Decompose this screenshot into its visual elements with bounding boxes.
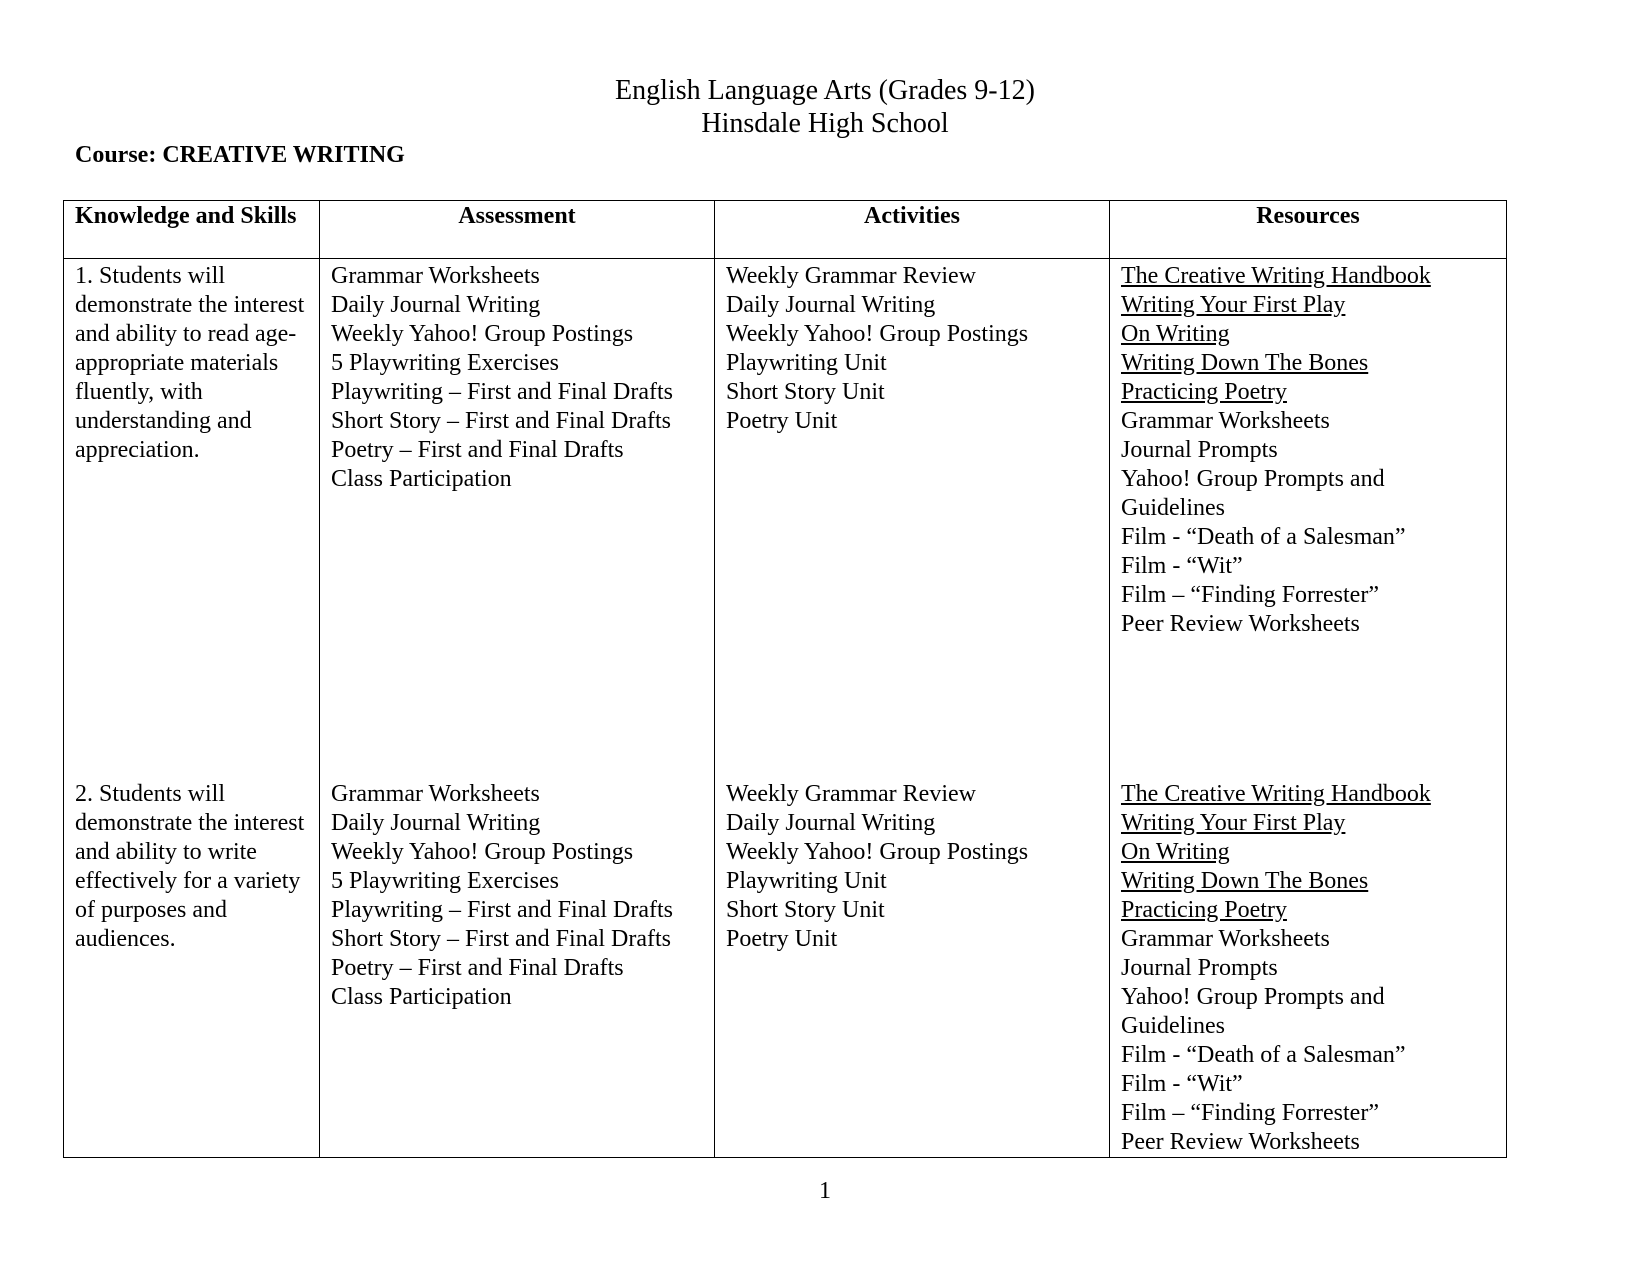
list-item: Grammar Worksheets: [1121, 408, 1330, 434]
list-item: Daily Journal Writing: [726, 810, 936, 836]
list-item: Film - “Death of a Salesman”: [1121, 1042, 1406, 1068]
list-item: Guidelines: [1121, 1013, 1225, 1039]
list-item: 5 Playwriting Exercises: [331, 868, 559, 894]
list-item: Weekly Yahoo! Group Postings: [726, 321, 1029, 347]
skill-text: 1. Students will demonstrate the interest and ability to read age-appropriate materials fluently, with understanding and appreciation.: [75, 263, 305, 463]
list-item: Short Story – First and Final Drafts: [331, 926, 671, 952]
list-item: Poetry Unit: [726, 408, 838, 434]
resources-cell: [1110, 259, 1507, 781]
list-item: Weekly Yahoo! Group Postings: [726, 839, 1029, 865]
skill-cell: [64, 259, 320, 781]
list-item: Playwriting – First and Final Drafts: [331, 897, 673, 923]
list-item: Grammar Worksheets: [331, 781, 540, 807]
book-title: Writing Your First Play: [1121, 810, 1346, 836]
list-item: Class Participation: [331, 984, 512, 1010]
book-title: Writing Down The Bones: [1121, 350, 1369, 376]
resources-cell: [1110, 780, 1507, 1158]
book-title: Practicing Poetry: [1121, 897, 1287, 923]
subject-title: English Language Arts (Grades 9-12): [615, 75, 1035, 106]
skill-cell: [64, 780, 320, 1158]
list-item: Peer Review Worksheets: [1121, 611, 1360, 637]
list-item: 5 Playwriting Exercises: [331, 350, 559, 376]
list-item: Film - “Wit”: [1121, 553, 1243, 579]
book-title: The Creative Writing Handbook: [1121, 263, 1431, 289]
list-item: Weekly Yahoo! Group Postings: [331, 839, 634, 865]
assessment-cell: [320, 259, 715, 781]
list-item: Film – “Finding Forrester”: [1121, 582, 1379, 608]
list-item: Poetry Unit: [726, 926, 838, 952]
list-item: Grammar Worksheets: [331, 263, 540, 289]
list-item: Class Participation: [331, 466, 512, 492]
book-title: The Creative Writing Handbook: [1121, 781, 1431, 807]
assessment-cell: [320, 780, 715, 1158]
list-item: Journal Prompts: [1121, 437, 1278, 463]
activities-cell: [715, 780, 1110, 1158]
list-item: Peer Review Worksheets: [1121, 1129, 1360, 1155]
list-item: Film - “Death of a Salesman”: [1121, 524, 1406, 550]
column-header-knowledge: Knowledge and Skills: [64, 201, 320, 259]
column-header-assessment: Assessment: [320, 201, 715, 259]
book-title: On Writing: [1121, 321, 1230, 347]
list-item: Film – “Finding Forrester”: [1121, 1100, 1379, 1126]
list-item: Yahoo! Group Prompts and: [1121, 984, 1385, 1010]
list-item: Film - “Wit”: [1121, 1071, 1243, 1097]
column-header-resources: Resources: [1110, 201, 1507, 259]
list-item: Short Story Unit: [726, 379, 885, 405]
list-item: Guidelines: [1121, 495, 1225, 521]
list-item: Playwriting Unit: [726, 350, 887, 376]
page-number: 1: [819, 1178, 831, 1204]
list-item: Grammar Worksheets: [1121, 926, 1330, 952]
list-item: Poetry – First and Final Drafts: [331, 437, 624, 463]
list-item: Yahoo! Group Prompts and: [1121, 466, 1385, 492]
table-row: [64, 780, 1507, 1158]
list-item: Poetry – First and Final Drafts: [331, 955, 624, 981]
course-title: Course: CREATIVE WRITING: [75, 142, 405, 168]
book-title: Practicing Poetry: [1121, 379, 1287, 405]
skill-text: 2. Students will demonstrate the interest and ability to write effectively for a variety of purposes and audiences.: [75, 781, 305, 952]
list-item: Weekly Yahoo! Group Postings: [331, 321, 634, 347]
list-item: Daily Journal Writing: [331, 810, 541, 836]
document-header: [0, 74, 1650, 140]
activities-cell: [715, 259, 1110, 781]
list-item: Daily Journal Writing: [331, 292, 541, 318]
list-item: Playwriting Unit: [726, 868, 887, 894]
list-item: Short Story – First and Final Drafts: [331, 408, 671, 434]
table-header-row: [64, 201, 1507, 259]
book-title: On Writing: [1121, 839, 1230, 865]
column-header-activities: Activities: [715, 201, 1110, 259]
book-title: Writing Down The Bones: [1121, 868, 1369, 894]
list-item: Short Story Unit: [726, 897, 885, 923]
list-item: Weekly Grammar Review: [726, 781, 976, 807]
book-title: Writing Your First Play: [1121, 292, 1346, 318]
list-item: Daily Journal Writing: [726, 292, 936, 318]
list-item: Weekly Grammar Review: [726, 263, 976, 289]
curriculum-table: [63, 200, 1507, 1158]
table-row: [64, 259, 1507, 781]
school-name: Hinsdale High School: [701, 108, 949, 139]
list-item: Journal Prompts: [1121, 955, 1278, 981]
list-item: Playwriting – First and Final Drafts: [331, 379, 673, 405]
